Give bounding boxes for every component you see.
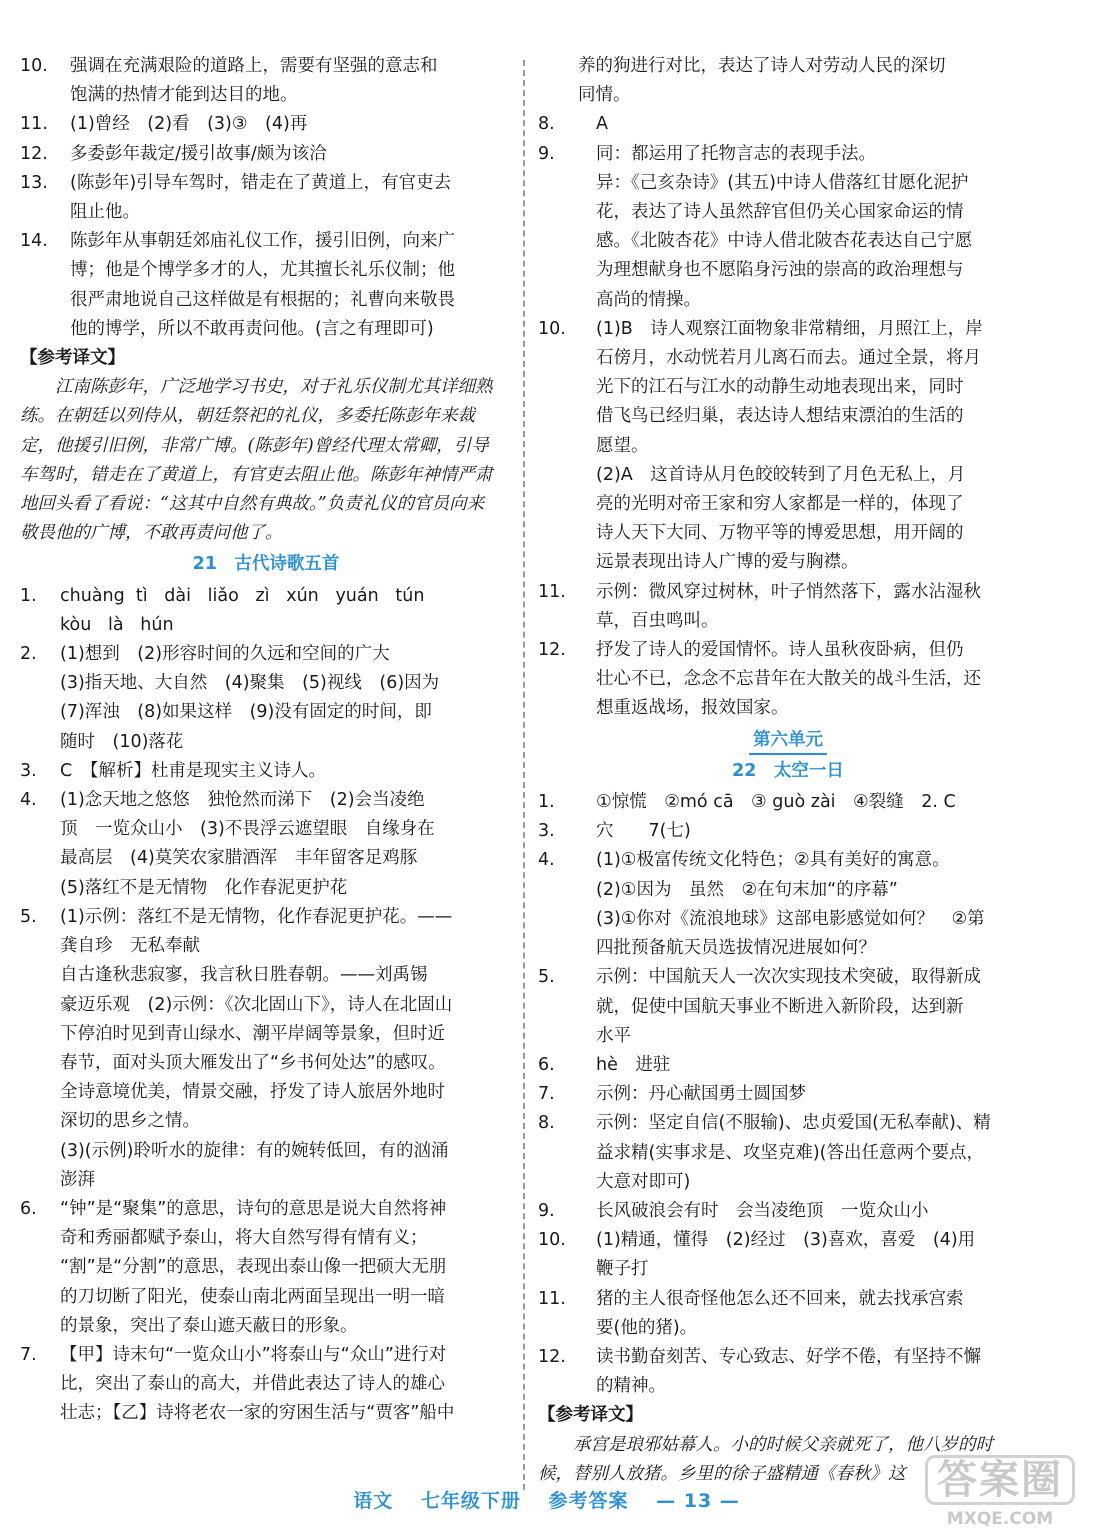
answer-text: 示例：中国航天人一次次实现技术突破，取得新成 就，促使中国航天事业不断进入新阶段，达到新 水平	[596, 967, 981, 1046]
reference-translation-text: 江南陈彭年，广泛地学习书史，对于礼乐仪制尤其详细熟练。在朝廷以列侍从，朝廷祭祀的礼仪，多委托陈彭年来裁定，他援引旧例，非常广博。(陈彭年)曾经代理太常卿，引导车驾时，错走在了黄道上，有官吏去阻止他。陈彭年神情严肃地回头看了看说：“这其中自然有典故。”负责礼仪的官员向来敬畏他的广博，不敢再责问他了。	[20, 377, 493, 544]
answer-number: 10.	[538, 318, 566, 339]
answer-number: 8.	[538, 1113, 555, 1134]
watermark-logo	[925, 1455, 1075, 1533]
answer-number: 12.	[538, 1346, 566, 1367]
section-title-22: 22 太空一日	[732, 760, 844, 781]
answer-text: “钟”是“聚集”的意思，诗句的意思是说大自然将神 奇和秀丽都赋予泰山，将大自然写得有情有义； “割”是“分割”的意思，表现出泰山像一把硕大无朋 的刀切断了阳光，使泰山南北两面呈现出一明一暗 的景象，突出了泰山遮天蔽日的形象。	[60, 1198, 447, 1336]
answer-text: (陈彭年)引导车驾时，错走在了黄道上，有官吏去 阻止他。	[70, 172, 452, 223]
answer-text: (1)B 诗人观察江面物象非常精细，月照江上，岸 石傍月，水动恍若月儿离石而去。通过全景，将月 光下的江石与江水的动静生动地表现出来，同时 借飞鸟已经归巢，表达诗人想结束漂泊的生活的 愿望。 (2)A 这首诗从月色皎皎转到了月色无私上，月 亮的光明对帝王家和穷人家都是一样的，体现了 诗人天下大同、万物平等的博爱思想，用开阔的 远景表现出诗人广博的爱与胸襟。	[596, 318, 983, 573]
answer-item	[20, 786, 512, 903]
answer-item	[20, 140, 512, 169]
answer-number: 12.	[538, 640, 566, 661]
answer-item	[538, 140, 1038, 169]
answer-text: (1)①极富传统文化特色；②具有美好的寓意。 (2)①因为 虽然 ②在句末加“的序幕” (3)①你对《流浪地球》这部电影感觉如何？ ②第 四批预备航天员选拔情况进展如何？	[596, 850, 985, 959]
right-answer-list-b	[538, 788, 1038, 1401]
answer-number: 5.	[538, 967, 555, 988]
footer-page-number: — 13 —	[656, 1490, 740, 1512]
footer-label: 参考答案	[548, 1490, 629, 1512]
answer-text: 猪的主人很奇怪他怎么还不回来，就去找承宫索 要(他的猪)。	[596, 1288, 964, 1338]
left-column	[20, 52, 512, 1429]
answer-text: (1)精通，懂得 (2)经过 (3)喜欢，喜爱 (4)用 鞭子打	[596, 1230, 976, 1280]
answer-text: ①惊慌 ②mó cā ③ guò zài ④裂缝 2. C	[596, 792, 956, 813]
answer-item	[20, 757, 512, 786]
answer-item	[538, 169, 1038, 315]
answer-text: chuàng tì dài liǎo zì xún yuán tún kòu là hún	[60, 585, 425, 635]
answer-item	[538, 1226, 1038, 1284]
answer-item	[538, 963, 1038, 1051]
answer-number: 14.	[20, 231, 48, 252]
answer-item	[20, 1341, 512, 1429]
answer-item	[20, 1195, 512, 1341]
continued-answer-7: 养的狗进行对比，表达了诗人对劳动人民的深切 同情。	[578, 56, 946, 106]
right-answer-list-a	[538, 110, 1038, 723]
answer-item	[538, 1285, 1038, 1343]
answer-number: 11.	[538, 1288, 566, 1309]
answer-item	[538, 1109, 1038, 1197]
answer-item	[20, 227, 512, 344]
answer-number: 4.	[538, 850, 555, 871]
answer-text: 同：都运用了托物言志的表现手法。	[596, 143, 876, 164]
answer-number: 4.	[20, 790, 37, 811]
answer-text: 长风破浪会有时 会当凌绝顶 一览众山小	[596, 1200, 929, 1221]
answer-number: 11.	[20, 114, 48, 135]
left-answer-list-b	[20, 582, 512, 1429]
answer-number: 5.	[20, 906, 37, 927]
answer-item	[538, 1197, 1038, 1226]
answer-number: 7.	[538, 1084, 555, 1105]
answer-number: 6.	[538, 1054, 555, 1075]
answer-number: 6.	[20, 1198, 37, 1219]
left-answer-list-a	[20, 52, 512, 344]
answer-item	[538, 817, 1038, 846]
answer-item	[538, 1080, 1038, 1109]
answer-number: 9.	[538, 1200, 555, 1221]
answer-item	[20, 169, 512, 227]
answer-number: 1.	[20, 585, 37, 606]
answer-text: A	[596, 114, 608, 135]
answer-item	[20, 640, 512, 757]
answer-text: 示例：丹心献国勇士圆国梦	[596, 1084, 806, 1105]
answer-number: 3.	[20, 760, 37, 781]
answer-text: (1)曾经 (2)看 (3)③ (4)再	[70, 114, 308, 135]
answer-number: 7.	[20, 1344, 37, 1365]
answer-text: 示例：坚定自信(不服输)、忠贞爱国(无私奉献)、精 益求精(实事求是、攻坚克难)(答出任意两个要点， 大意对即可)	[596, 1113, 991, 1192]
section-title-21: 21 古代诗歌五首	[192, 554, 340, 575]
answer-number: 8.	[538, 114, 555, 135]
column-divider	[523, 60, 525, 1490]
answer-number: 13.	[20, 172, 48, 193]
answer-item	[538, 110, 1038, 139]
answer-item	[20, 110, 512, 139]
answer-text: C 【解析】杜甫是现实主义诗人。	[60, 760, 326, 781]
unit-title-6: 第六单元	[538, 726, 1038, 755]
answer-number: 11.	[538, 581, 566, 602]
footer-grade: 七年级下册	[420, 1490, 521, 1512]
answer-number: 9.	[538, 143, 555, 164]
watermark-text: 答案圈	[925, 1455, 1075, 1505]
answer-text: 强调在充满艰险的道路上，需要有坚强的意志和 饱满的热情才能到达目的地。	[70, 56, 438, 106]
answer-number: 12.	[20, 143, 48, 164]
answer-text: 陈彭年从事朝廷郊庙礼仪工作，援引旧例，向来广 博；他是个博学多才的人，尤其擅长礼乐仪制；他 很严肃地说自己这样做是有根据的；礼曹向来敬畏 他的博学，所以不敢再责问他。(言之有理即可)	[70, 231, 455, 339]
answer-text: 异：《己亥杂诗》(其五)中诗人借落红甘愿化泥护 花，表达了诗人虽然辞官但仍关心国家命运的情 感。《北陂杏花》中诗人借北陂杏花表达自己宁愿 为理想献身也不愿陷身污浊的崇高的政治理想与 高尚的情操。	[596, 172, 973, 310]
answer-number: 1.	[538, 792, 555, 813]
answer-number: 3.	[538, 821, 555, 842]
answer-text: 【甲】诗末句“一览众山小”将泰山与“众山”进行对 比，突出了泰山的高大，并借此表达了诗人的雄心 壮志；【乙】诗将老农一家的穷困生活与“贾客”船中	[60, 1344, 455, 1424]
answer-text: (1)念天地之悠悠 独怆然而涕下 (2)会当凌绝 顶 一览众山小 (3)不畏浮云遮望眼 自缘身在 最高层 (4)莫笑农家腊酒浑 丰年留客足鸡豚 (5)落红不是无情物 化作春泥更护花	[60, 790, 435, 898]
answer-text: (1)示例：落红不是无情物，化作春泥更护花。—— 龚自珍 无私奉献 自古逢秋悲寂寥，我言秋日胜春朝。——刘禹锡 豪迈乐观 (2)示例：《次北固山下》，诗人在北固山 下停泊时见到青山绿水、潮平岸阔等景象，但时近 春节，面对头顶大雁发出了“乡书何处达”的感叹。 全诗意境优美，情景交融，抒发了诗人旅居外地时 深切的思乡之情。 (3)(示例)聆听水的旋律：有的婉转低回，有的汹涌 澎湃	[60, 906, 453, 1190]
answer-number: 10.	[20, 56, 48, 76]
footer-subject: 语文	[353, 1490, 394, 1512]
answer-item	[538, 788, 1038, 817]
answer-item	[538, 846, 1038, 963]
answer-item	[538, 1051, 1038, 1080]
answer-item	[20, 52, 512, 110]
answer-item	[538, 578, 1038, 636]
watermark-url: MXQE.COM	[946, 1509, 1054, 1529]
reference-translation-text-2: 承宫是琅邪姑幕人。小的时候父亲就死了，他八岁的时候，替别人放猪。乡里的徐子盛精通《春秋》这	[538, 1434, 993, 1484]
answer-text: 多委彭年裁定/援引故事/颇为该洽	[70, 143, 327, 164]
answer-item	[538, 1343, 1038, 1401]
answer-number: 2.	[20, 644, 37, 665]
right-column	[538, 52, 1038, 1489]
answer-item	[20, 582, 512, 640]
answer-item	[538, 315, 1038, 578]
answer-text: 示例：微风穿过树林，叶子悄然落下，露水沾湿秋 草，百虫鸣叫。	[596, 581, 981, 631]
answer-number: 10.	[538, 1230, 566, 1251]
answer-item	[538, 636, 1038, 724]
answer-item	[20, 903, 512, 1195]
reference-translation-label: 【参考译文】	[20, 348, 125, 369]
reference-translation-label-2: 【参考译文】	[538, 1405, 643, 1426]
answer-text: hè 进驻	[596, 1054, 671, 1075]
answer-text: 穴 7(七)	[596, 821, 691, 842]
answer-text: (1)想到 (2)形容时间的久远和空间的广大 (3)指天地、大自然 (4)聚集 (5)视线 (6)因为 (7)浑浊 (8)如果这样 (9)没有固定的时间，即 随时 (10)落花	[60, 644, 440, 752]
answer-text: 读书勤奋刻苦、专心致志、好学不倦，有坚持不懈 的精神。	[596, 1346, 981, 1397]
answer-text: 抒发了诗人的爱国情怀。诗人虽秋夜卧病，但仍 壮心不已，念念不忘昔年在大散关的战斗生活，还 想重返战场，报效国家。	[596, 640, 981, 719]
